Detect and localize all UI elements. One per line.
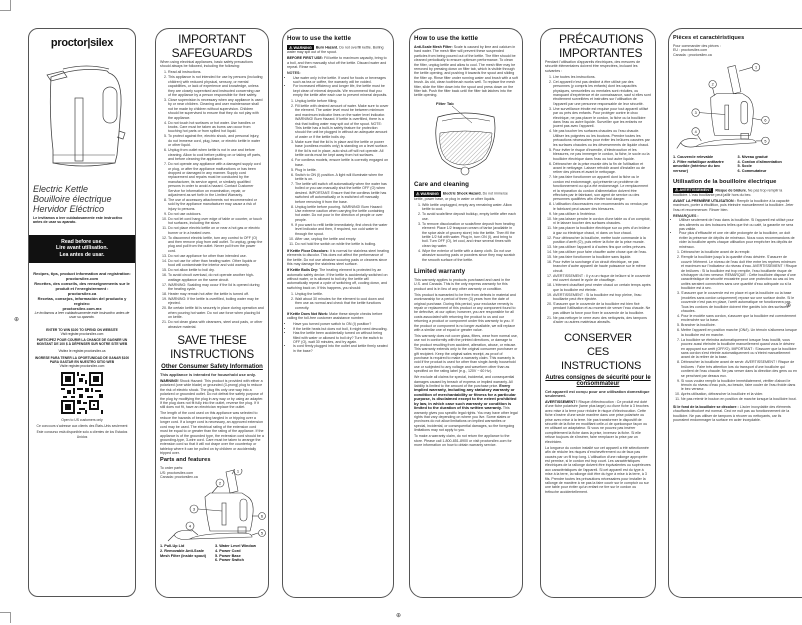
step-item: 10. Après utilisation, débrancher la bouilloire et la vider. [681, 392, 798, 396]
svg-text:1: 1 [754, 65, 758, 70]
contest-es-visit[interactable]: Visite register.proctorsilex.com [59, 364, 105, 368]
precaution-item: 8. L'utilisation d'accessoires non recommandés ou vendus par le fabricant peut causer des blessures. [553, 202, 651, 211]
piece-item: 2. Filtre métallique antitartre amovible (intérieur du bec verseur) [673, 159, 724, 173]
read-before-use-banner [29, 235, 135, 263]
brand-logo: proctor|silex [50, 37, 114, 49]
svg-text:3: 3 [694, 111, 697, 116]
step-item: 8. Unplug kettle before pouring. WARNING! Burn Hazard: Use extreme caution when carrying the kettle containing hot water. Do not pour in the direction of people or over people. [295, 205, 389, 223]
filter-tab-label: Filter Tab [436, 101, 454, 107]
precaution-item: 3. Une surveillance étroite est requise pour tout appareil utilisé par ou près des enfants. Pour protéger contre le choc électrique, ne pas placer le cordon, la fiche ou la bouilloire dans l'eau ou autre liquide. Surveiller que les enfants ne jouent pas avec l'appareil. [553, 107, 651, 129]
read-note-es2: Le invitamos a leer cuidadosamente este instructivo antes de usar su aparato. [34, 310, 130, 319]
registration-mark-icon: ⊕ [786, 303, 792, 309]
autres-consignes-title: Autres consignes de sécurité pour le consommateur [545, 374, 651, 387]
care-step: 2. To avoid scale/lime deposit buildup, empty kettle after each use. [422, 212, 518, 221]
first-use-label: BEFORE FIRST USE: [287, 56, 323, 61]
precaution-item: 6. Débrancher de la prise murale dès la fin de l'utilisation et avant le nettoyage. Laisser refroidir avant d'installer ou de retirer des pièces et avant le nettoyage. [553, 162, 651, 175]
boils-dry-steps [287, 292, 389, 310]
step-item: 9. If you want to refill kettle immediately, first check the water level indicator and then, if required, run cold water in through the spout. [295, 223, 389, 236]
parts-diagram [160, 469, 266, 544]
step-item: 1. Unplug kettle before filling. [295, 99, 389, 103]
check-item: • Have you turned power switch to ON (I) position? [293, 322, 389, 326]
safeguard-item: 2. This appliance is not intended for use by persons (including children) with reduced physical, sensory, or mental capabilities, or lack of experience and knowledge, unless they are closely supervised and instructed concerning use of the appliance by a person responsible for their safety. [168, 75, 264, 97]
banner-line-es: Lea antes de usar. [59, 252, 105, 258]
safeguard-item: 5. To protect against fire, electric shock, and personal injury, do not immerse cord, plug, base, or electric kettle in water or other liquid. [168, 134, 264, 147]
warranty-p5: To make a warranty claim, do not return the appliance to the store. Please call 1-800-851-8900 or visit proctorsilex.com for more information on how to obtain warranty service. [414, 434, 512, 447]
kettle-illustration [37, 55, 127, 170]
filter-label: Anti-Scale Mesh Filter: [414, 45, 453, 49]
part-item: 4. Power Cord [215, 548, 241, 553]
step-item: 8. Débrancher la bouilloire avant de servir. AVERTISSEMENT ! Risque de brûlures : Faire très attention lors du transport d'une bouilloire qui contient de l'eau chaude. Ne pas verser dans la direction des gens ou en se penchant par dessus eux. [681, 360, 798, 378]
step-item: 5. Brancher la bouilloire. [681, 323, 798, 327]
piece-item: 6. Commutateur [737, 169, 767, 173]
step-item: 2. Wait about 30 minutes for the element to cool down and then use as normal and check that the kettle functions correctly. [295, 297, 389, 310]
recipes-en: Recipes, tips, product information and registration: [33, 270, 131, 276]
first-use-text: Fill kettle to maximum capacity, bring to a boil, and then manually shut off the kettle. Discard water and repeat. Rinse well. [287, 56, 387, 70]
open-fr: Ce concours s'adresse aux clients des États-Unis seulement [36, 424, 128, 429]
recipes-fr: Recettes, des conseils, des renseignements sur le produit et l'enregistrement : [34, 280, 130, 291]
piece-item: 1. Couvercle relevable [673, 155, 714, 160]
burn-label: Burn Hazard. [315, 45, 339, 50]
step-item: 7. La bouilloire se éteindra automatiquement lorsque l'eau bouillit, vous pouvez aussi éteindre la bouilloire manuellement quand vous le désirez en appuyant sur arrêt (OFF/O). IMPORTANT : S'assurer que la bouilloire sans cordon s'est éteinte automatiquement ou s'éteint manuellement avant de la retirer de la base. [681, 338, 798, 360]
step-item: 6. Switch to ON (I) position. A light will illuminate when the kettle is on. [295, 173, 389, 182]
step-item: 4. For cordless models, ensure kettle is correctly engaged on base. [295, 158, 389, 167]
safeguard-item: 10. Do not let cord hang over edge of table or counter, or touch hot surfaces, including the stove. [168, 217, 264, 226]
safeguard-item: 12. To disconnect electric kettle, turn any control to OFF (O) and then remove plug from wall outlet. To unplug, grasp the plug and pull from the outlet. Never pull from the power cord. [168, 236, 264, 254]
precaution-item: 7. Ne pas faire fonctionner un appareil dont la fiche ou le cordon est endommagé, qui présente un problème de fonctionnement ou qui a été endommagé. Le remplacement et la réparation du cordon d'alimentation doivent être effectués par le fabricant, son agent de service ou des personnes qualifiées afin d'éviter tout danger. [553, 175, 651, 201]
qr-code[interactable] [61, 372, 103, 414]
burn-text: Do not overfill kettle. Boiling water may spit out of the spout. [287, 45, 384, 55]
safeguards-panel [155, 28, 269, 598]
crop-mark [0, 612, 11, 623]
svg-text:4: 4 [694, 130, 697, 135]
safeguard-item: 6. Unplug from outlet when kettle is not in use and before cleaning. Allow to cool before putting on or taking off parts, and before cleaning the appliance. [168, 148, 264, 161]
precaution-item: 9. Ne pas utiliser à l'extérieur. [553, 212, 651, 216]
precaution-item: 5. Pour éviter le risque d'incendie, d'électrocution et les blessures, ne pas immerger le cordon, la fiche, le socle ou la bouilloire électrique dans l'eau ou tout autre liquide. [553, 148, 651, 161]
precaution-item: 18. L'élément chauffant peut rester chaud un certain temps après que la bouilloire est éteinte. [553, 283, 651, 292]
precautions-title: PRÉCAUTIONS IMPORTANTES [559, 32, 644, 60]
cord-paragraph: The length of the cord used on this appliance was selected to reduce the hazards of becoming tangled in or tripping over a longer cord. If a longer cord is necessary, an approved extension cord may be used. The electrical rating of the extension cord must be equal to or greater than the rating of the appliance. If the appliance is of the grounded type, the extension cord should be a grounding-type, 3-wire cord. Care must be taken to arrange the extension cord so that it will not drape over the countertop or tabletop where it can be pulled on by children or accidentally tripped over. [160, 411, 264, 456]
care-step: 3. To remove discoloration or scale/lime deposit from heating element: Place 1/2 teaspoon cream of tartar (available in the spice aisle of grocery store) into the kettle. Then fill the kettle 1/2 full with water. Plug in, turn ON (I), and bring to boil. Turn OFF (O), let cool, and rinse several times with clean tap water. [422, 222, 518, 248]
step-item: 5. Plug in kettle. [295, 168, 389, 172]
step-item: 2. Remplir la bouilloire jusqu'à la quantité d'eau désirée. S'assurer de couvrir l'élément. Le niveau de l'eau doit être entre les repères minimum et maximum sur l'indicateur du niveau d'eau. AVERTISSEMENT ! Risque de brûlures : Si la bouilloire est trop remplie, l'eau bouillante risque de s'échapper du bec verseur. REMARQUE : Cette bouilloire dispose d'une caractéristique de sécurité encastrée pour une protection au cas où les unités seraient connectées sans une quantité d'eau adéquate ou si la bouilloire est à sec. [681, 255, 798, 290]
parts-order: To order parts: [160, 466, 184, 471]
step-item: 2. Fill kettle with desired amount of water. Make sure to cover the element. The water level must be between minimum and maximum indicator lines on the water level indicator. WARNING! Burn Hazard. If kettle is overfilled, there is a risk that boiling water may spit out of the spout. NOTE: This kettle has a built-in safety feature for protection should the unit be plugged in without an adequate amount of water or if the kettle boils dry. [295, 104, 389, 139]
precaution-item: 14. Ne pas utiliser pour faire chauffer autre chose que de l'eau. [553, 250, 651, 254]
warning-tag: ⚠ WARNING [289, 45, 312, 50]
cord-paragraph-fr: La longueur du cordon installé sur cet appareil a été sélectionnée afin de réduire les risques d'enchevêtrement ou de faux pas causés par un fil trop long. L'utilisation d'une rallonge appropriée est permise, si le cordon est trop court. Les caractéristiques électriques de la rallonge doivent être équivalentes ou supérieures aux caractéristiques de l'appareil. Si cet appareil est du type à mise à la terre, la rallonge doit être du type à mise à la terre, à 3 fils. Prendre toutes les précautions nécessaires pour installer la rallonge de manière à ne pas la faire courir sur le comptoir ou sur une table pour éviter qu'un enfant ne tire sur le cordon ou trébuche accidentellement. [545, 445, 651, 494]
usage-steps-fr [673, 250, 798, 401]
care-warn-text: Do not immerse kettle, power base, or plug in water or other liquids. [414, 191, 508, 201]
safeguard-item: 16. To avoid circuit overload, do not operate another high-wattage appliance on the same circuit. [168, 273, 264, 282]
pieces-list [673, 155, 798, 173]
how-to-use-title: How to use the kettle [287, 35, 351, 42]
contest-es: INGRESE PARA TENER LA OPORTUNIDAD DE GANAR $100 PARA GASTAR EN NUESTRO SITIO WEB [34, 356, 130, 364]
parts-title: Parts and features [160, 457, 211, 464]
care-warranty-panel [409, 28, 523, 598]
warranty-p3: This warranty does not cover glass, filters, wear from normal use, use not in conformity with the printed directions, or damage to the product resulting from accident, alteration, abuse, or misuse. This warranty extends only to the original consumer purchaser or gift recipient. Keep the original sales receipt, as proof of purchase is required to make a warranty claim. This warranty is void if the product is used for other than single-family household use or subjected to any voltage and waveform other than as specified on the rating label (e.g., 120V ~ 60 Hz). [414, 334, 518, 374]
warranty-p4 [414, 375, 518, 432]
svg-text:2: 2 [218, 480, 222, 486]
crop-mark [0, 0, 11, 11]
not-work-text: Make these simple checks before calling the toll-free customer assistance number: [287, 312, 383, 321]
notes-list [287, 76, 389, 98]
shock-paragraph [160, 379, 264, 410]
first-use-fr [673, 199, 798, 212]
first-use-text-fr: Remplir la bouilloire à la capacité maximum, porter à ébullition, puis éteindre manuellement la bouilloire. Jeter l'eau et recommencer. Rincer bien. [673, 199, 794, 212]
precaution-item: 19. AVERTISSEMENT : Si la bouilloire est trop pleine, l'eau bouillante peut être éjectée. [553, 293, 651, 302]
step-item: 1. Unplug the kettle. [295, 292, 389, 296]
open-us: Open to US customers only [61, 418, 103, 422]
safeguard-item: 15. Do not allow kettle to boil dry. [168, 268, 264, 272]
precaution-item: 17. AVERTISSEMENT : Il y a un risque de brûlure si le couvercle est ouvert durant le cycle de chauffage. [553, 274, 651, 283]
safeguard-item: 20. Be certain kettle lid is securely in place during operation and when pouring hot water. Do not use force when placing lid on kettle. [168, 306, 264, 319]
pieces-order-ca[interactable]: Canada : proctorsilex.ca [673, 52, 712, 57]
svg-text:3: 3 [192, 506, 196, 512]
precaution-item: 13. Ne pas utiliser l'appareil à d'autres fins que celles prévues. [553, 245, 651, 249]
pieces-diagram [673, 57, 773, 155]
precautions-list [545, 75, 651, 325]
household-note-fr: Cet appareil est conçu pour une utilisation domestique seulement. [545, 388, 650, 399]
care-step: 4. Wipe the exterior of kettle with a damp cloth. Do not use abrasive scouring pads or powders since they may scratch the smooth surface of the kettle. [422, 249, 518, 262]
precaution-item: 1. Lire toutes les instructions. [553, 75, 651, 79]
check-item: • If the kettle heats but does not boil, it might need descaling. [293, 327, 389, 331]
svg-text:1: 1 [236, 469, 240, 474]
svg-text:5: 5 [764, 139, 767, 144]
household-note: This appliance is intended for household use only. [160, 372, 256, 378]
warning-tag-fr: ⚠ AVERTISSEMENT [675, 188, 712, 193]
notes-label: NOTES: [287, 71, 301, 76]
cover-panel [28, 28, 136, 597]
not-work [287, 312, 389, 321]
safeguard-item: 18. Heater may remain hot after the kettle is turned off. [168, 292, 264, 296]
parts-order-us[interactable]: US: proctorsilex.com [160, 470, 194, 475]
safeguard-item: 17. WARNING: Scalding may occur if the lid is opened during the heating cycle. [168, 283, 264, 292]
safeguard-item: 13. Do not use appliance for other than intended use. [168, 254, 264, 258]
burn-label-fr: Risque de brûlure. [715, 188, 747, 193]
discolors-text: It is normal for stainless steel heating elements to discolor. This does not affect the performance of the kettle. Do not use abrasive scouring pads or cleaners since this may damage the stainless steel surface. [287, 248, 389, 267]
not-work-label: If Kettle Does Not Work: [287, 312, 329, 317]
care-step: 1. With kettle unplugged, empty any remaining water. Allow kettle to cool. [422, 203, 518, 212]
shock-label: WARNING! [160, 379, 179, 384]
pieces-title: Pièces et caractéristiques [673, 35, 745, 41]
care-steps [414, 203, 518, 262]
registration-mark-icon: ⊕ [396, 613, 402, 619]
care-warn-label: Electric Shock Hazard. [442, 191, 482, 196]
note-item: • Pour plus d'efficacité et une vie utile prolongée de la bouilloire, on doit éviter la présence de dépôts de minéraux. Nous vous recommandons de vider la bouilloire après chaque utilisation pour empêcher les dépôts de minéraux. [679, 231, 798, 249]
burn-text-fr: Ne pas trop remplir la bouilloire. L'eau bouillante peut jaillir hors du bec. [673, 188, 783, 197]
step-item: 10. After use, unplug the kettle and empty. [295, 237, 389, 241]
step-item: 9. Si vous voulez remplir la bouilloire immédiatement, vérifier d'abord le témoin du niveau d'eau puis, au besoin, faire couler de l'eau froide dans le bec verseur. [681, 379, 798, 392]
pieces-panel [668, 28, 802, 598]
step-item: 3. Make sure that the lid is in place and the kettle or power base (cordless models only) is standing on a level surface. If the lid is not in place, auto shut-off will not operate. All kettle cords must be kept away from hot surfaces. [295, 140, 389, 158]
note-item: • For increased efficiency and longer life, the kettle must be kept clean of mineral deposits. We recommend that you empty the kettle after each use to prevent mineral deposits. [293, 84, 389, 97]
precautions-intro: Pendant l'utilisation d'appareils électriques, des mesures de sécurité élémentaires doivent être respectées, incluant les suivantes : [545, 60, 641, 73]
part-item: 6. Power Switch [215, 558, 244, 563]
warranty-p4c: This warranty gives you specific legal rights. You may have other legal rights that vary depending on where you live. Some states or provinces do not allow limitations on implied warranties or special, incidental, or consequential damages, so the foregoing limitations may not apply to you. [414, 406, 518, 433]
safeguard-item: 21. Do not clean glass with cleansers, steel wool pads, or other abrasive material. [168, 320, 264, 329]
precaution-item: 20. S'assurer que le couvercle de la bouilloire est bien fixé pendant l'utilisation et au moment de verser l'eau chaude. Ne pas utiliser la force pour fixer le couvercle de la bouilloire. [553, 302, 651, 315]
part-item: 3. Water Level Window [215, 544, 256, 549]
not-work-checks [287, 322, 389, 353]
other-safety-title: Other Consumer Safety Information [161, 364, 263, 371]
svg-text:6: 6 [260, 513, 264, 519]
note-item: • Use water only in the kettle. If used for foods or beverages such as tea or coffee, the warranty will be voided. [293, 76, 389, 85]
warranty-p4b: Every implied warranty, including any statutory warranty or condition of merchantability or fitness for a particular purpose, is disclaimed except to the extent prohibited by law, in which case such warranty or condition is limited to the duration of this written warranty. [414, 383, 517, 411]
boils-dry-label: If Kettle Boils Dry: [287, 268, 319, 273]
warning-tag: ⚠ WARNING [416, 191, 439, 196]
note-item: • Utiliser seulement de l'eau dans la bouilloire. Si l'appareil est utilisé pour des aliments ou des boissons telles que thé ou café, la garantie ne sera pas valide. [679, 218, 798, 231]
safeguard-item: 4. Do not touch hot surfaces or hot water. Use handles or knobs. Care must be taken as burns can occur from touching hot parts or from spilled hot liquid. [168, 121, 264, 134]
step-item: 11. Ne pas retenir le bouton en position de marche lorsque la bouilloire bout. [681, 397, 798, 401]
step-item: 1. Débrancher la bouilloire avant de la remplir. [681, 250, 798, 254]
svg-text:2: 2 [711, 82, 714, 87]
part-item: 5. Power Base [215, 553, 241, 558]
safeguards-intro: When using electrical appliances, basic safety precautions should always be followed, including the following: [160, 60, 253, 69]
title-fr: Bouilloire électrique [33, 194, 112, 204]
how-to-use-panel [282, 28, 394, 598]
open-es: Este concurso está disponible solo a clientes de los Estados Unidos [36, 430, 128, 439]
precaution-item: 16. Pour éviter la surcharge d'un circuit électrique, ne pas brancher d'autre appareil de haute puissance sur le même circuit. [553, 260, 651, 273]
check-item: • Is cord firmly plugged into the outlet and kettle firmly seated in the base? [293, 344, 389, 353]
warranty-p1: This warranty applies to products purchased and used in the U.S. and Canada. This is the only express warranty for this product and is in lieu of any other warranty or condition. [414, 277, 511, 291]
shock-text-fr: Risque d'électrocution : Ce produit est doté d'une fiche polarisée (lame plus large) ou d'une fiche à 3 broches avec mise à la terre pour réduire le risque d'électrocution. Cette fiche s'insère d'une seule manière dans une prise polarisée ou prise avec mise à la terre. Ne pas transformer le dispositif de sécurité de la fiche en modifiant celle-ci de quelconque façon ou en utilisant un adaptateur. Si vous ne pouvez pas insérer complètement la fiche dans la prise, inversez la fiche. Si elle refuse toujours de s'insérer, faire remplacer la prise par un électricien. [545, 400, 649, 444]
step-item: 6. Mettre l'appareil en position marche (ON/I). Un témoin s'allumera lorsque la bouilloire est en marche. [681, 328, 798, 337]
svg-text:6: 6 [764, 118, 767, 123]
svg-text:4: 4 [188, 523, 192, 529]
precaution-item: 21. Ne pas nettoyer le verre avec des nettoyants, des tampons d'acier ou autres matériaux abrasifs. [553, 316, 651, 325]
how-to-use-2-title: How to use the kettle [414, 35, 478, 42]
website-ca-link[interactable]: proctorsilex.ca [67, 290, 97, 296]
first-use [287, 56, 389, 69]
parts-list [160, 544, 264, 562]
read-note-es: Le invitamos a leer cuidadosamente este instructivo antes de usar su aparato. [33, 216, 123, 225]
step-item: 7. The kettle will switch off automatically when the water has boiled or you can manually shut the kettle OFF (O) when desired. IMPORTANT: Ensure that the cordless kettle has switched off automatically or is switched off manually before removing it from the base. [295, 182, 389, 204]
precaution-item: 2. Cet appareil n'est pas destiné à être utilisé par des personnes (y compris les enfants) dont les capacités physiques, sensorielles ou mentales sont réduites, ou manquant d'expérience et de connaissance, sauf si elles sont étroitement surveillées et instruites sur l'utilisation de l'appareil par une personne responsable de leur sécurité. [553, 80, 651, 106]
website-us-link[interactable]: proctorsilex.com [65, 275, 99, 281]
shock-label-fr: AVERTISSEMENT ! [545, 400, 578, 405]
care-title: Care and cleaning [414, 181, 469, 189]
boils-dry-text: The heating element is protected by an automatic safety device. If the kettle is accidentally switched on without water, or is allowed to boil dry, the kettle will automatically repeat a cycle of switching off, cooling down, and switching back on. If this happens, you should: [287, 268, 388, 290]
utilisation-title: Utilisation de la bouilloire électrique [673, 178, 777, 185]
title-en: Electric Kettle [33, 184, 89, 194]
burn-warning [287, 45, 389, 55]
safeguard-item: 3. Close supervision is necessary when any appliance is used by or near children. Cleaning and user maintenance shall not be made by children without supervision. Children should be supervised to ensure that they do not play with the appliance. [168, 98, 264, 120]
warranty-p2: This product is warranted to be free from defects in material and workmanship for a period of three (3) years from the date of original purchase. During this period, your exclusive remedy is repair or replacement of this product or any component found to be defective, at our option; however, you are responsible for all costs associated with returning the product to us and our returning a product or component under this warranty to you. If the product or component is no longer available, we will replace with a similar one of equal or greater value. [414, 292, 516, 332]
safeguards-title: IMPORTANT SAFEGUARDS [171, 32, 253, 60]
safeguards-list [160, 70, 264, 329]
filter-paragraph [414, 45, 518, 98]
discolors-label-fr: Si le fond de la bouilloire se décolore : [673, 404, 739, 409]
website-mx-link[interactable]: proctorsilex.com.mx [62, 305, 102, 311]
pieces-order-us[interactable]: EU : proctorsilex.com [673, 48, 708, 53]
step-item: 3. S'assurer que le couvercle est en place et que la bouilloire ou la base (modèles sans cordon uniquement) repose sur une surface droite. Si le couvercle n'est pas en place, l'arrêt automatique ne fonctionnera pas. Tous les cordons de bouilloire doivent être gardés loin des surfaces chaudes. [681, 291, 798, 313]
precaution-item: 15. Ne pas faire fonctionner la bouilloire sans liquide. [553, 255, 651, 259]
registration-mark-icon: ⊕ [14, 317, 20, 323]
pieces-order: Pour commander des pièces : [673, 44, 721, 48]
precaution-item: 12. Pour débrancher la bouilloire, mettre toute commande à la position d'arrêt (O), puis retirer la fiche de la prise murale. [553, 236, 651, 245]
safeguard-item: 19. WARNING: If the kettle is overfilled, boiling water may be ejected. [168, 297, 264, 306]
piece-item: 5. Socle [737, 164, 752, 169]
burn-warning-fr [673, 188, 798, 198]
filter-diagram [414, 99, 520, 177]
recipes-es: Recetas, consejos, información del producto y registro: [37, 295, 127, 306]
check-item: • Has the kettle been accidentally turned on without being filled with water or allowed to boil dry? Turn the switch to OFF (O), wait 30 minutes, and try again. [293, 331, 389, 344]
precaution-item: 4. Ne pas toucher les surfaces chaudes ou l'eau chaude. Utiliser les poignées ou les boutons. Prendre toutes les précautions nécessaires pour éviter les brûlures causées par les surfaces chaudes ou les déversements de liquide chaud. [553, 129, 651, 147]
contest-fr: PARTICIPEZ POUR COURIR LA CHANCE DE GAGNER UN MONTANT DE 100 $ À DÉPENSER SUR NOTRE SITE WEB [36, 338, 128, 346]
discolors-text-fr: L'acier inoxydable des éléments chauffants décoloré est normal. Ceci ne nuit pas au fonctionnement de la bouilloire. Ne pas utiliser de tampons à récurer ou nettoyants, car ils pourraient endommager la surface en acier inoxydable. [673, 404, 791, 423]
banner-line-en: Read before use. [61, 238, 103, 245]
safeguard-item: 1. Read all instructions. [168, 70, 264, 74]
part-item: 2. Removable Anti-Scale Mesh Filter (inside spout) [160, 548, 206, 558]
safeguard-item: 8. The use of accessory attachments not recommended or sold by the appliance manufacturer may cause a risk of injury to persons. [168, 198, 264, 211]
warranty-title: Limited warranty [414, 267, 466, 275]
discolors [287, 249, 389, 267]
svg-text:5: 5 [260, 530, 264, 536]
precautions-panel [540, 28, 656, 598]
banner-line-fr: Lire avant utilisation. [56, 245, 108, 252]
usage-steps [287, 99, 389, 246]
safeguard-item: 14. Do not use for other than heating water. Other liquids or food will contaminate the interior and void warranty. [168, 259, 264, 268]
parts-order-ca[interactable]: Canada: proctorsilex.ca [160, 474, 198, 479]
filter-text: Scale is caused by lime and calcium in hard water. The mesh filter will prevent these suspended particles from being poured out of the kettle. The filter should be cleaned periodically to ensure optimum performance. To clean the filter, unplug kettle and allow to cool. The mesh filter may be removed by pressing down on filter tab, which is visible through the kettle opening, and pushing it towards the spout and sliding the filter up. Rinse filter under running water and brush with a soft brush. As old, clean toothbrush works well. To replace the mesh filter, slide the filter down into the spout and press down on the filter tab. Push the filter back until the filter tab latches into the kettle opening. [414, 45, 518, 98]
piece-item: 4. Cordon d'alimentation [737, 159, 782, 164]
save-instructions-title: SAVE THESE INSTRUCTIONS [170, 335, 254, 362]
precaution-item: 10. Ne pas laisser pendre le cordon d'une table ou d'un comptoir, ni le laisser toucher des surfaces chaudes. [553, 217, 651, 226]
safeguard-item: 9. Do not use outdoors. [168, 212, 264, 216]
safeguard-item: 7. Do not operate any appliance with a damaged supply cord or plug, or after the appliance malfunctions or has been dropped or damaged in any manner. Supply cord replacement and repairs must be conducted by the manufacturer, its service agent, or similarly qualified persons in order to avoid a hazard. Contact Customer Service for information on examination, repair, or adjustment as set forth in the Limited Warranty. [168, 162, 264, 197]
first-use-label-fr: AVANT LA PREMIÈRE UTILISATION : [673, 199, 736, 203]
conserver-title: CONSERVER CES INSTRUCTIONS [561, 331, 642, 372]
step-item: 4. Pour le modèle sans cordon, s'assurer que la bouilloire est correctement enclenchée sur la base. [681, 314, 798, 323]
contest-en: ENTER TO WIN $100 TO SPEND ON WEBSITE [46, 328, 118, 332]
precaution-item: 11. Ne pas placer la bouilloire électrique sur ou près d'un brûleur à gaz ou électrique chaud, ni dans un four chaud. [553, 226, 651, 235]
notes-label-fr: REMARQUES : [673, 213, 699, 218]
warranty-p4a: We exclude all claims for special, incidental, and consequential damages caused by breach of express or implied warranty. All liability is limited to the amount of the purchase price. [414, 375, 515, 389]
shock-paragraph-fr [545, 400, 651, 444]
notes-list-fr [673, 218, 798, 249]
contest-en-visit[interactable]: Visit register.proctorsilex.com [60, 332, 104, 336]
discolors-label: If Kettle Floor Discolors: [287, 248, 329, 253]
step-item: 11. Do not hold the switch on while the kettle is boiling. [295, 242, 389, 246]
boils-dry [287, 268, 389, 290]
safeguard-item: 11. Do not place electric kettle on or near a hot gas or electric burner or in a heated oven. [168, 226, 264, 235]
contest-fr-visit[interactable]: Visitez le register.proctorsilex.ca [58, 349, 106, 353]
care-warning [414, 191, 518, 201]
piece-item: 3. Niveau gradué [737, 155, 768, 160]
discolors-fr [673, 405, 798, 423]
part-item: 1. Pull-Up Lid [160, 544, 185, 549]
title-es: Hervidor Eléctrico [33, 204, 105, 214]
shock-text: Shock Hazard: This product is provided with either a polarized (one wide blade) or grounded (3-prong) plug to reduce the risk of electric shock. The plug fits only one way into a polarized or grounded outlet. Do not defeat the safety purpose of the plug by modifying the plug in any way or by using an adapter. If the plug does not fit fully into the outlet, reverse the plug. If it still does not fit, have an electrician replace the outlet. [160, 379, 264, 410]
